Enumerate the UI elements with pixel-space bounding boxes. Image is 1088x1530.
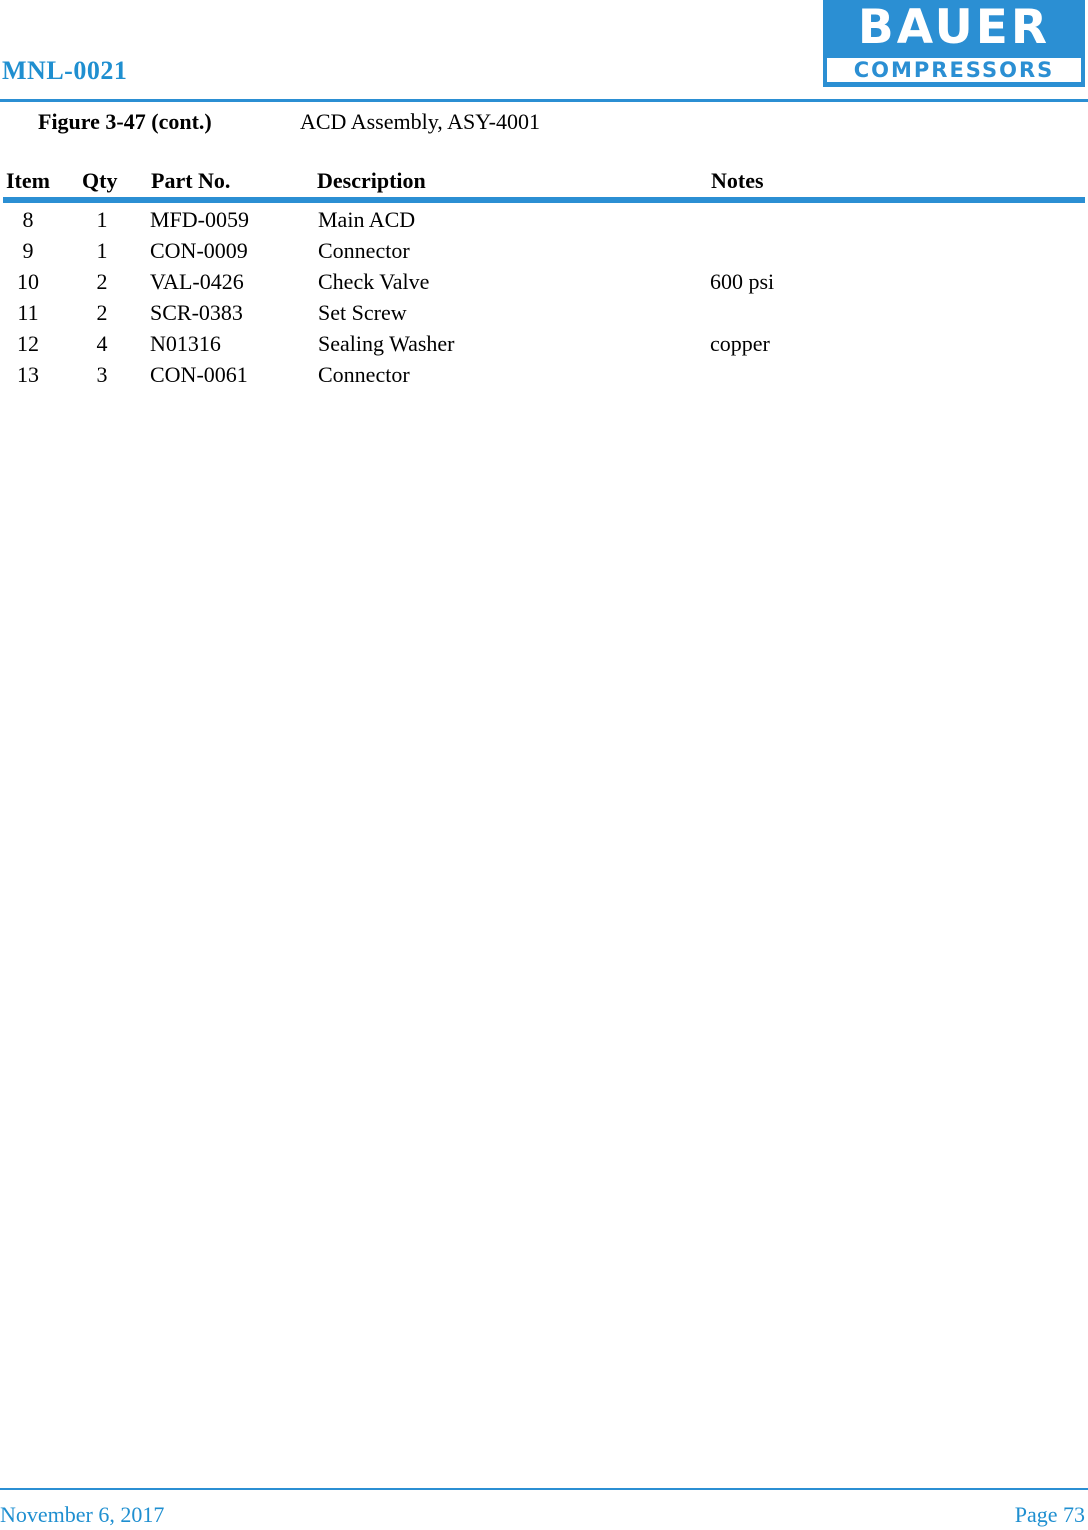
notes-cell: 600 psi — [710, 269, 775, 294]
item-cell: 11 — [17, 300, 39, 325]
qty-cell: 3 — [96, 362, 108, 387]
column-header-description: Description — [317, 168, 426, 193]
part-no-cell: MFD-0059 — [150, 207, 250, 232]
figure-label: Figure 3-47 (cont.) — [38, 109, 212, 134]
description-cell: Set Screw — [318, 300, 407, 325]
qty-cell: 1 — [96, 238, 108, 263]
part-no-cell: CON-0009 — [150, 238, 248, 263]
table-row — [0, 361, 1088, 392]
notes-cell: copper — [710, 331, 770, 356]
parts-table-body — [0, 206, 1088, 392]
item-cell: 8 — [22, 207, 34, 232]
table-header-divider — [3, 197, 1085, 203]
part-no-cell: CON-0061 — [150, 362, 248, 387]
column-header-qty: Qty — [82, 168, 118, 193]
figure-title: ACD Assembly, ASY-4001 — [300, 109, 540, 134]
item-cell: 9 — [22, 238, 34, 263]
table-row — [0, 268, 1088, 299]
table-row — [0, 206, 1088, 237]
column-header-notes: Notes — [711, 168, 764, 193]
qty-cell: 4 — [96, 331, 108, 356]
qty-cell: 1 — [96, 207, 108, 232]
description-cell: Sealing Washer — [318, 331, 455, 356]
description-cell: Check Valve — [318, 269, 430, 294]
logo-subtitle: COMPRESSORS — [826, 57, 1082, 83]
item-cell: 10 — [17, 269, 39, 294]
part-no-cell: SCR-0383 — [150, 300, 243, 325]
header-divider — [0, 99, 1088, 102]
part-no-cell: N01316 — [150, 331, 221, 356]
table-row — [0, 330, 1088, 361]
item-cell: 12 — [17, 331, 39, 356]
bauer-logo — [823, 0, 1085, 87]
column-header-part-no: Part No. — [151, 168, 231, 193]
document-id: MNL-0021 — [2, 56, 128, 85]
item-cell: 13 — [17, 362, 39, 387]
qty-cell: 2 — [96, 269, 108, 294]
logo-wordmark: BAUER — [857, 0, 1051, 55]
part-no-cell: VAL-0426 — [150, 269, 244, 294]
footer-page-number: Page 73 — [1014, 1502, 1085, 1527]
description-cell: Connector — [318, 238, 410, 263]
table-row — [0, 299, 1088, 330]
description-cell: Main ACD — [318, 207, 416, 232]
qty-cell: 2 — [96, 300, 108, 325]
description-cell: Connector — [318, 362, 410, 387]
footer-divider — [0, 1488, 1088, 1490]
footer-date: November 6, 2017 — [0, 1502, 165, 1527]
table-row — [0, 237, 1088, 268]
column-header-item: Item — [6, 168, 50, 193]
